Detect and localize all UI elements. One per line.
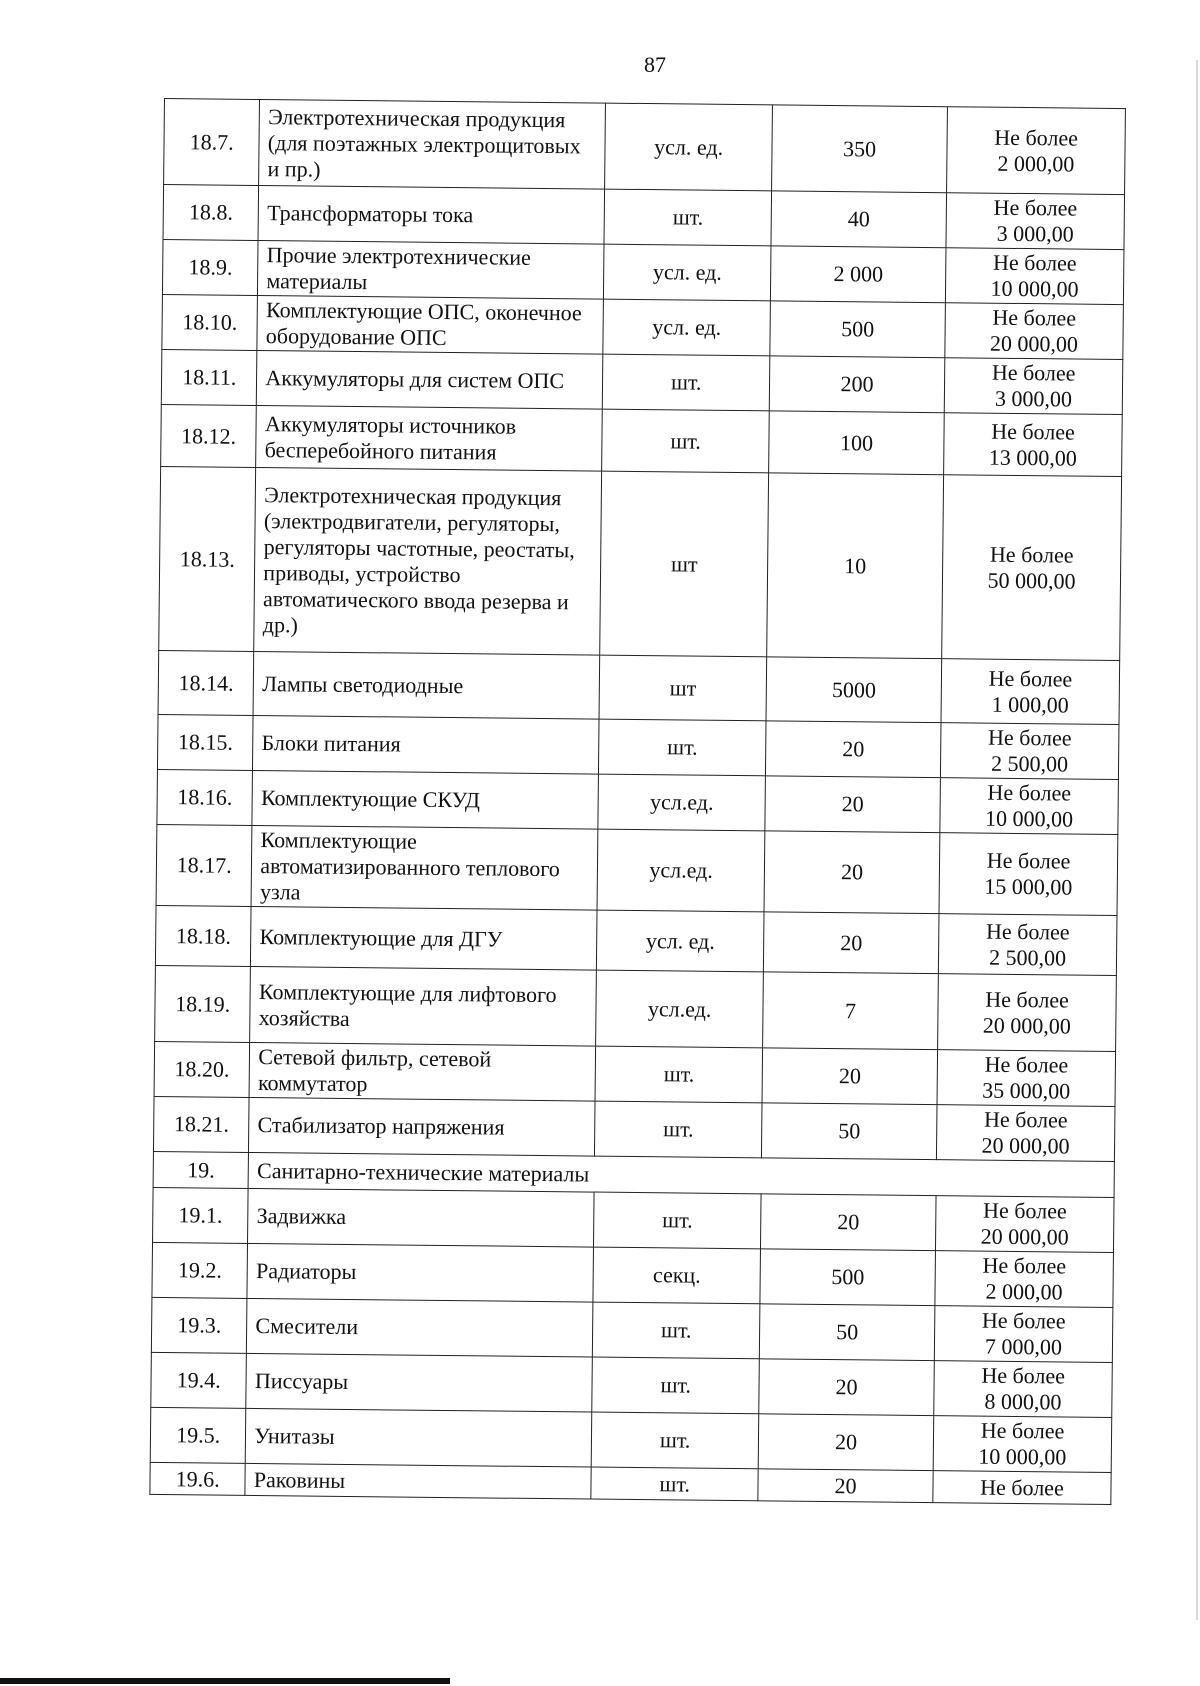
price-prefix: Не более bbox=[992, 249, 1077, 276]
price-prefix: Не более bbox=[986, 847, 1071, 874]
item-number: 18.14. bbox=[158, 650, 254, 715]
table-row bbox=[151, 1297, 1113, 1362]
item-name: Писсуары bbox=[246, 1353, 592, 1412]
item-name: Комплектующие СКУД bbox=[252, 770, 598, 829]
price-value: 2 500,00 bbox=[990, 750, 1069, 777]
item-max-price bbox=[945, 303, 1124, 360]
scan-edge-shadow bbox=[1196, 60, 1198, 1620]
price-prefix: Не более bbox=[983, 1197, 1067, 1224]
item-unit: шт. bbox=[603, 354, 770, 411]
item-unit: шт. bbox=[591, 1412, 758, 1469]
price-value: 10 000,00 bbox=[990, 275, 1079, 302]
price-prefix: Не более bbox=[984, 1051, 1069, 1078]
section-title: Санитарно-технические материалы bbox=[248, 1152, 1114, 1197]
item-number: 18.10. bbox=[162, 294, 258, 350]
item-quantity: 50 bbox=[759, 1304, 935, 1361]
item-max-price bbox=[944, 413, 1123, 477]
item-number: 18.8. bbox=[163, 185, 259, 241]
price-prefix: Не более bbox=[988, 665, 1073, 692]
price-value: 2 500,00 bbox=[988, 944, 1067, 970]
item-quantity: 350 bbox=[772, 105, 948, 193]
price-value: 10 000,00 bbox=[978, 1443, 1067, 1470]
item-max-price bbox=[940, 778, 1119, 835]
item-quantity: 2 000 bbox=[771, 246, 947, 303]
item-number: 18.17. bbox=[156, 824, 252, 906]
price-prefix: Не более bbox=[985, 986, 1070, 1013]
item-number: 18.20. bbox=[154, 1041, 250, 1097]
price-value: 20 000,00 bbox=[982, 1012, 1071, 1039]
table-row bbox=[163, 185, 1125, 250]
price-prefix: Не более bbox=[993, 194, 1078, 221]
item-unit: шт bbox=[599, 655, 767, 721]
item-name: Блоки питания bbox=[253, 715, 599, 774]
price-value: 50 000,00 bbox=[987, 567, 1076, 594]
table-body-section-19 bbox=[150, 1187, 1114, 1504]
item-unit: усл.ед. bbox=[596, 970, 764, 1048]
price-value: 13 000,00 bbox=[988, 444, 1077, 471]
item-number: 18.13. bbox=[159, 466, 256, 651]
item-number: 18.9. bbox=[162, 239, 258, 295]
item-quantity: 500 bbox=[770, 301, 946, 358]
item-number: 18.15. bbox=[157, 714, 253, 770]
table-row bbox=[162, 239, 1124, 304]
item-quantity: 20 bbox=[762, 1048, 938, 1105]
price-prefix: Не более bbox=[991, 359, 1076, 386]
table-row bbox=[153, 1096, 1115, 1161]
item-number: 19.5. bbox=[150, 1407, 246, 1463]
item-quantity: 200 bbox=[769, 356, 945, 413]
item-name: Трансформаторы тока bbox=[258, 185, 604, 244]
table-row bbox=[158, 650, 1120, 724]
item-max-price bbox=[938, 974, 1117, 1052]
table-row bbox=[153, 1187, 1115, 1252]
item-name: Радиаторы bbox=[247, 1243, 593, 1302]
item-name: Сетевой фильтр, сетевой коммутатор bbox=[249, 1042, 595, 1101]
item-max-price bbox=[942, 475, 1122, 661]
scan-bottom-edge bbox=[0, 1678, 450, 1684]
section-number: 19. bbox=[153, 1151, 249, 1188]
item-max-price bbox=[939, 833, 1118, 916]
item-max-price bbox=[937, 1050, 1116, 1107]
item-name: Стабилизатор напряжения bbox=[249, 1097, 595, 1156]
item-quantity: 50 bbox=[762, 1103, 938, 1160]
item-unit: шт. bbox=[595, 1101, 762, 1158]
price-value: 2 000,00 bbox=[997, 150, 1075, 177]
item-max-price bbox=[935, 1251, 1114, 1308]
item-quantity: 100 bbox=[769, 411, 945, 475]
item-name: Задвижка bbox=[248, 1188, 594, 1247]
item-name: Комплектующие автоматизированного теплового узла bbox=[251, 825, 598, 910]
item-unit: усл. ед. bbox=[605, 103, 773, 191]
item-number: 18.11. bbox=[161, 349, 257, 405]
price-prefix: Не более bbox=[985, 918, 1070, 945]
item-name: Комплектующие ОПС, оконечное оборудование ОПС bbox=[257, 295, 603, 354]
item-max-price bbox=[933, 1471, 1111, 1505]
item-number: 18.19. bbox=[155, 965, 251, 1042]
table-row bbox=[154, 1041, 1116, 1106]
item-unit: шт. bbox=[604, 189, 771, 246]
item-name: Прочие электротехнические материалы bbox=[258, 240, 604, 299]
price-value: 10 000,00 bbox=[984, 805, 1074, 832]
item-number: 19.6. bbox=[150, 1462, 246, 1495]
item-max-price bbox=[934, 1361, 1113, 1418]
item-max-price bbox=[941, 659, 1120, 725]
item-unit: шт. bbox=[594, 1192, 761, 1249]
item-quantity: 40 bbox=[771, 191, 947, 248]
price-value: 20 000,00 bbox=[989, 330, 1079, 357]
table-row bbox=[155, 965, 1117, 1051]
price-value: 3 000,00 bbox=[994, 385, 1073, 412]
item-number: 19.1. bbox=[153, 1187, 249, 1243]
table-row bbox=[155, 905, 1117, 975]
price-value: 20 000,00 bbox=[980, 1223, 1069, 1250]
item-max-price bbox=[947, 107, 1126, 195]
price-value: 1 000,00 bbox=[991, 691, 1069, 718]
item-name: Смесители bbox=[247, 1298, 593, 1357]
item-unit: шт. bbox=[592, 1357, 759, 1414]
item-max-price bbox=[945, 248, 1124, 305]
item-quantity: 20 bbox=[759, 1359, 935, 1416]
item-unit: усл.ед. bbox=[598, 774, 765, 831]
item-unit: шт. bbox=[593, 1302, 760, 1359]
table-row bbox=[159, 466, 1122, 660]
table-row bbox=[157, 714, 1119, 779]
price-prefix: Не более bbox=[982, 1252, 1067, 1279]
item-number: 18.18. bbox=[155, 905, 251, 966]
price-prefix: Не более bbox=[989, 541, 1074, 568]
table-row bbox=[151, 1352, 1113, 1417]
item-quantity: 20 bbox=[758, 1469, 933, 1503]
table-row bbox=[150, 1407, 1112, 1472]
price-value: 7 000,00 bbox=[984, 1333, 1063, 1360]
item-unit: усл. ед. bbox=[603, 299, 770, 356]
item-name: Комплектующие для ДГУ bbox=[251, 906, 598, 970]
item-max-price bbox=[940, 723, 1119, 780]
price-value: 8 000,00 bbox=[984, 1388, 1062, 1415]
item-number: 19.2. bbox=[152, 1242, 248, 1298]
item-max-price bbox=[936, 1196, 1115, 1253]
table-row bbox=[162, 294, 1124, 359]
item-quantity: 20 bbox=[758, 1414, 934, 1471]
price-value: 3 000,00 bbox=[996, 220, 1074, 247]
item-unit: усл. ед. bbox=[604, 244, 771, 301]
page-number: 87 bbox=[644, 52, 666, 77]
price-prefix: Не более bbox=[983, 1106, 1068, 1133]
price-prefix: Не более bbox=[992, 304, 1077, 331]
item-quantity: 20 bbox=[764, 831, 940, 914]
item-name: Аккумуляторы для систем ОПС bbox=[257, 350, 603, 409]
price-prefix: Не более bbox=[981, 1307, 1066, 1334]
price-value: 20 000,00 bbox=[981, 1132, 1070, 1159]
item-max-price bbox=[938, 914, 1117, 976]
item-number: 18.21. bbox=[153, 1096, 249, 1152]
item-unit: секц. bbox=[593, 1247, 760, 1304]
table-row bbox=[156, 824, 1118, 915]
price-value: 2 000,00 bbox=[985, 1278, 1063, 1305]
table-row bbox=[164, 99, 1126, 195]
item-name: Аккумуляторы источников бесперебойного питания bbox=[256, 405, 603, 471]
item-unit: шт. bbox=[591, 1467, 758, 1501]
item-number: 18.16. bbox=[157, 769, 253, 825]
item-quantity: 20 bbox=[761, 1194, 937, 1251]
price-prefix: Не более bbox=[991, 418, 1076, 445]
item-max-price bbox=[944, 358, 1123, 415]
item-max-price bbox=[936, 1105, 1115, 1162]
table-row bbox=[157, 769, 1119, 834]
item-quantity: 500 bbox=[760, 1249, 936, 1306]
item-quantity: 7 bbox=[763, 972, 939, 1050]
item-name: Унитазы bbox=[246, 1408, 592, 1467]
item-quantity: 20 bbox=[764, 912, 940, 974]
price-prefix: Не более bbox=[981, 1362, 1066, 1389]
item-unit: шт. bbox=[595, 1046, 762, 1103]
price-prefix: Не более bbox=[980, 1474, 1064, 1500]
price-prefix: Не более bbox=[987, 779, 1072, 806]
item-max-price bbox=[933, 1416, 1112, 1473]
item-max-price bbox=[946, 193, 1125, 250]
table-row bbox=[161, 404, 1123, 476]
price-value: 15 000,00 bbox=[984, 873, 1073, 900]
item-name: Комплектующие для лифтового хозяйства bbox=[250, 966, 597, 1046]
item-name: Раковины bbox=[245, 1463, 591, 1499]
price-prefix: Не более bbox=[987, 724, 1072, 751]
item-number: 18.12. bbox=[161, 404, 257, 467]
item-unit: шт. bbox=[599, 719, 766, 776]
item-name: Лампы светодиодные bbox=[253, 651, 600, 719]
item-name: Электротехническая продукция (электродвигатели, регуляторы, регуляторы частотные, реостаты, приводы, устройство автоматического ввода резерва и др.) bbox=[254, 467, 602, 655]
item-quantity: 5000 bbox=[766, 657, 942, 723]
item-unit: шт. bbox=[602, 409, 770, 473]
price-value: 35 000,00 bbox=[982, 1077, 1071, 1104]
item-unit: шт bbox=[600, 471, 769, 657]
item-number: 19.4. bbox=[151, 1352, 247, 1408]
item-max-price bbox=[934, 1306, 1113, 1363]
price-table bbox=[149, 98, 1126, 1505]
item-unit: усл. ед. bbox=[597, 910, 764, 972]
item-number: 19.3. bbox=[151, 1297, 247, 1353]
table-row bbox=[161, 349, 1123, 414]
item-quantity: 20 bbox=[766, 721, 942, 778]
table-row bbox=[152, 1242, 1114, 1307]
price-prefix: Не более bbox=[994, 124, 1079, 151]
item-name: Электротехническая продукция (для поэтажных электрощитовых и пр.) bbox=[259, 100, 606, 190]
table-body-section-18 bbox=[153, 99, 1125, 1162]
item-quantity: 10 bbox=[767, 473, 944, 659]
item-number: 18.7. bbox=[164, 99, 260, 186]
price-prefix: Не более bbox=[980, 1417, 1065, 1444]
item-unit: усл.ед. bbox=[597, 829, 765, 912]
item-quantity: 20 bbox=[765, 776, 941, 833]
